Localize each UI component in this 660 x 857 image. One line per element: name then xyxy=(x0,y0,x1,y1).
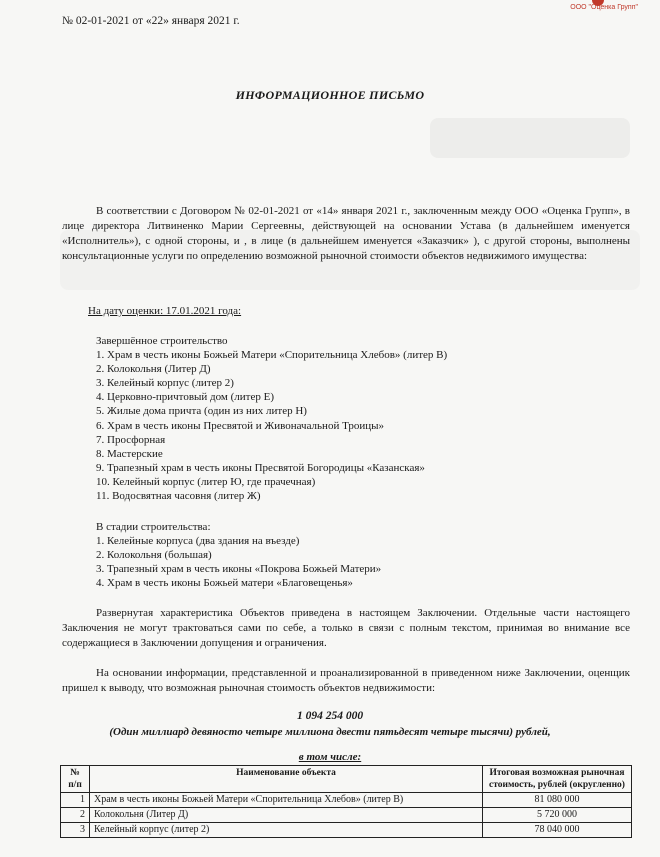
list-item: 4. Храм в честь иконы Божьей матери «Благовещенья» xyxy=(96,577,353,590)
characteristics-paragraph: Развернутая характеристика Объектов приведена в настоящем Заключении. Отдельные части настоящего Заключения не могут трактоваться сами по себе, а только в связи с полным текстом, принимая во внимание все содержащиеся в Заключении допущения и ограничения. xyxy=(62,607,630,649)
row-value: 78 040 000 xyxy=(483,823,632,838)
list-item: 8. Мастерские xyxy=(96,447,163,460)
column-header-value: Итоговая возможная рыночная стоимость, рублей (округленно) xyxy=(483,766,632,793)
list-item: 3. Келейный корпус (литер 2) xyxy=(96,377,234,390)
list-item: 11. Водосвятная часовня (литер Ж) xyxy=(96,490,261,503)
scan-smudge xyxy=(430,118,630,158)
row-object-name: Храм в честь иконы Божьей Матери «Спорительница Хлебов» (литер В) xyxy=(90,793,483,808)
row-value: 81 080 000 xyxy=(483,793,632,808)
table-row xyxy=(61,823,632,838)
list-item: 2. Колокольня (Литер Д) xyxy=(96,363,211,376)
in-progress-heading: В стадии строительства: xyxy=(96,521,211,533)
table-row xyxy=(61,808,632,823)
column-header-name: Наименование объекта xyxy=(90,766,483,793)
list-item: 1. Келейные корпуса (два здания на въезде) xyxy=(96,535,300,548)
list-item: 9. Трапезный храм в честь иконы Пресвятой Богородицы «Казанская» xyxy=(96,461,425,474)
column-header-number: № п/п xyxy=(61,766,90,793)
list-item: 6. Храм в честь иконы Пресвятой и Живоначальной Троицы» xyxy=(96,419,385,432)
completed-heading: Завершённое строительство xyxy=(96,335,228,347)
row-number: 3 xyxy=(61,823,90,838)
objects-table xyxy=(60,765,632,838)
completed-list xyxy=(96,334,447,503)
row-number: 1 xyxy=(61,793,90,808)
in-progress-list xyxy=(96,520,381,590)
list-item: 5. Жилые дома причта (один из них литер Н) xyxy=(96,405,307,418)
list-item: 4. Церковно-причтовый дом (литер Е) xyxy=(96,391,275,404)
row-number: 2 xyxy=(61,808,90,823)
row-value: 5 720 000 xyxy=(483,808,632,823)
total-value: 1 094 254 000 xyxy=(296,710,364,722)
list-item: 3. Трапезный храм в честь иконы «Покрова Божьей Матери» xyxy=(96,563,382,576)
total-value-words: (Один миллиард девяносто четыре миллиона двести пятьдесят четыре тысячи) рублей, xyxy=(109,726,551,738)
company-logo-text: ООО "Оценка Групп" xyxy=(570,4,638,11)
row-object-name: Колокольня (Литер Д) xyxy=(90,808,483,823)
list-item: 1. Храм в честь иконы Божьей Матери «Спорительница Хлебов» (литер В) xyxy=(96,349,448,362)
list-item: 7. Просфорная xyxy=(96,433,166,446)
valuation-date: На дату оценки: 17.01.2021 года: xyxy=(88,305,242,317)
table-row xyxy=(61,793,632,808)
document-title: ИНФОРМАЦИОННОЕ ПИСЬМО xyxy=(235,88,425,102)
row-object-name: Келейный корпус (литер 2) xyxy=(90,823,483,838)
list-item: 10. Келейный корпус (литер Ю, где прачечная) xyxy=(96,475,316,488)
table-header-row xyxy=(61,766,632,793)
document-number: № 02-01-2021 от «22» января 2021 г. xyxy=(62,15,240,27)
including-label: в том числе: xyxy=(298,751,362,763)
company-logo xyxy=(542,0,638,16)
intro-paragraph: В соответствии с Договором № 02-01-2021 от «14» января 2021 г., заключенным между ООО «Оценка Групп», в лице директора Литвиненко Марии Сергеевны, действующей на основании Устава (в дальнейшем именуется «Исполнитель»), с одной стороны, и , в лице (в дальнейшем именуется «Заказчик» ), с другой стороны, выполнены консультационные услуги по определению возможной рыночной стоимости объектов недвижимого имущества: xyxy=(62,205,630,262)
list-item: 2. Колокольня (большая) xyxy=(96,549,212,562)
conclusion-paragraph: На основании информации, представленной и проанализированной в приведенном ниже Заключении, оценщик пришел к выводу, что возможная рыночная стоимость объектов недвижимости: xyxy=(62,667,630,694)
